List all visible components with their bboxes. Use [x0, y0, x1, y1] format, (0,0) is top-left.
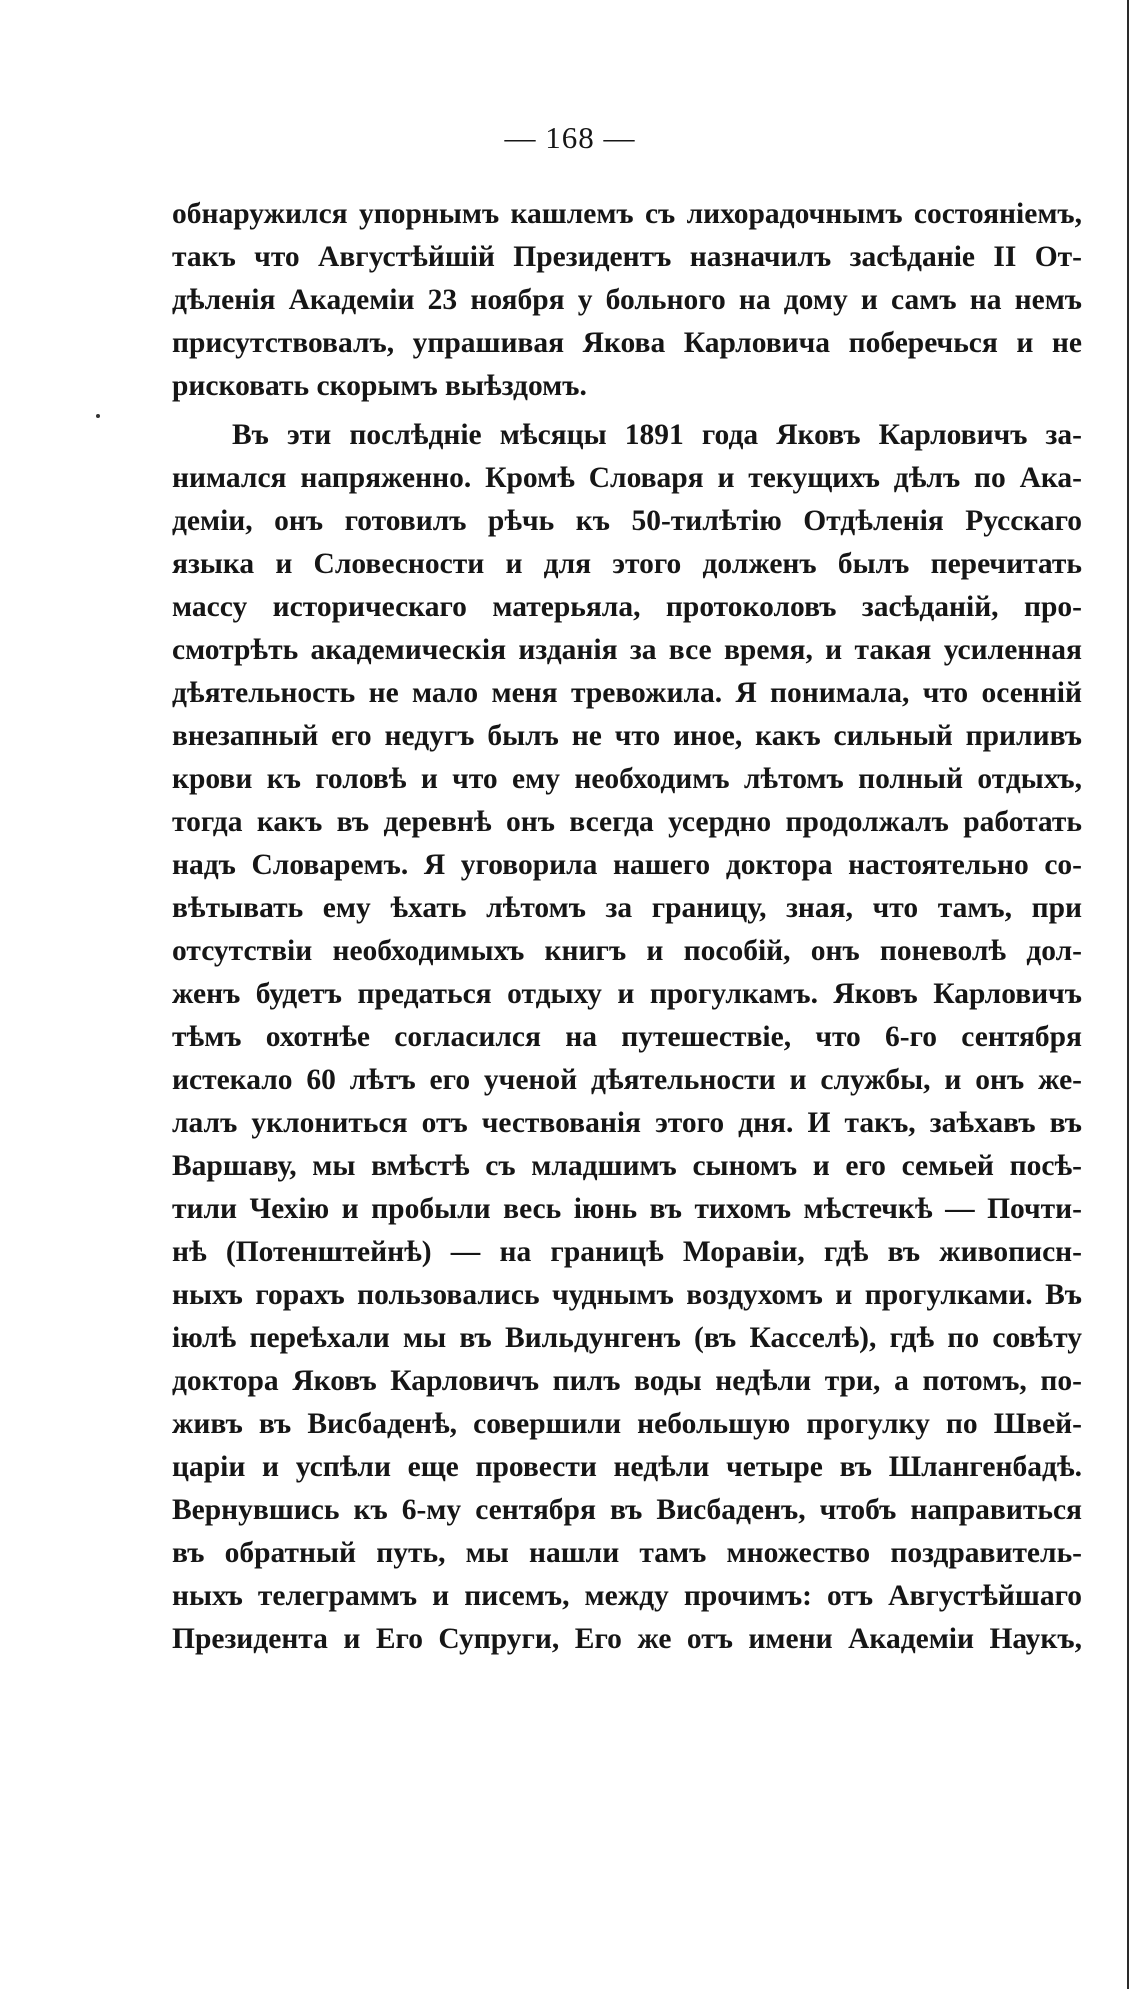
- paragraph-1: [172, 193, 1082, 408]
- page-edge-rule: [1127, 0, 1129, 1989]
- text-line: рисковать скорымъ выѣздомъ.: [172, 370, 587, 402]
- text-line: Въ эти послѣдніе мѣсяцы 1891 года Яковъ Карловичъ за-: [232, 419, 1082, 451]
- text-line: обнаружился упорнымъ кашлемъ съ лихорадочнымъ состояніемъ,: [172, 198, 1082, 230]
- text-line: внезапный его недугъ былъ не что иное, какъ сильный приливъ: [172, 720, 1082, 752]
- text-line: языка и Словесности и для этого долженъ былъ перечитать: [172, 548, 1082, 580]
- text-line: истекало 60 лѣтъ его ученой дѣятельности и службы, и онъ же-: [172, 1064, 1082, 1096]
- text-line: Варшаву, мы вмѣстѣ съ младшимъ сыномъ и его семьей посѣ-: [172, 1150, 1082, 1182]
- text-line: присутствовалъ, упрашивая Якова Карловича поберечься и не: [172, 327, 1082, 359]
- text-line: лалъ уклониться отъ чествованія этого дня. И такъ, заѣхавъ въ: [172, 1107, 1082, 1139]
- page-number: — 168 —: [504, 120, 636, 155]
- paragraph-2: [172, 414, 1082, 1661]
- text-line: дѣленія Академіи 23 ноября у больного на дому и самъ на немъ: [172, 284, 1082, 316]
- text-line: женъ будетъ предаться отдыху и прогулкамъ. Яковъ Карловичъ: [172, 978, 1082, 1010]
- text-line: вѣтывать ему ѣхать лѣтомъ за границу, зная, что тамъ, при: [172, 892, 1082, 924]
- text-line: нѣ (Потенштейнѣ) — на границѣ Моравіи, гдѣ въ живописн-: [172, 1236, 1082, 1268]
- text-line: Президента и Его Супруги, Его же отъ имени Академіи Наукъ,: [172, 1623, 1082, 1655]
- body-text: [172, 193, 1082, 1661]
- text-line: въ обратный путь, мы нашли тамъ множество поздравитель-: [172, 1537, 1082, 1569]
- text-line: деміи, онъ готовилъ рѣчь къ 50-тилѣтію Отдѣленія Русскаго: [172, 505, 1082, 537]
- text-line: Вернувшись къ 6-му сентября въ Висбаденъ, чтобъ направиться: [172, 1494, 1082, 1526]
- text-line: нимался напряженно. Кромѣ Словаря и текущихъ дѣлъ по Ака-: [172, 462, 1082, 494]
- text-line: ныхъ горахъ пользовались чуднымъ воздухомъ и прогулками. Въ: [172, 1279, 1082, 1311]
- text-line: царіи и успѣли еще провести недѣли четыре въ Шлангенбадѣ.: [172, 1451, 1082, 1483]
- stray-ink-mark: [96, 414, 100, 418]
- text-line: тогда какъ въ деревнѣ онъ всегда усердно продолжалъ работать: [172, 806, 1082, 838]
- text-line: смотрѣть академическія изданія за все время, и такая усиленная: [172, 634, 1082, 666]
- text-line: ныхъ телеграммъ и писемъ, между прочимъ: отъ Августѣйшаго: [172, 1580, 1082, 1612]
- text-line: такъ что Августѣйшій Президентъ назначилъ засѣданіе II От-: [172, 241, 1082, 273]
- text-line: живъ въ Висбаденѣ, совершили небольшую прогулку по Швей-: [172, 1408, 1082, 1440]
- text-line: массу историческаго матерьяла, протоколовъ засѣданій, про-: [172, 591, 1082, 623]
- text-line: тили Чехію и пробыли весь іюнь въ тихомъ мѣстечкѣ — Почти-: [172, 1193, 1082, 1225]
- text-line: отсутствіи необходимыхъ книгъ и пособій, онъ поневолѣ дол-: [172, 935, 1082, 967]
- text-line: надъ Словаремъ. Я уговорила нашего доктора настоятельно со-: [172, 849, 1082, 881]
- text-line: тѣмъ охотнѣе согласился на путешествіе, что 6-го сентября: [172, 1021, 1082, 1053]
- text-line: іюлѣ переѣхали мы въ Вильдунгенъ (въ Касселѣ), гдѣ по совѣту: [172, 1322, 1082, 1354]
- text-line: крови къ головѣ и что ему необходимъ лѣтомъ полный отдыхъ,: [172, 763, 1082, 795]
- text-line: доктора Яковъ Карловичъ пилъ воды недѣли три, а потомъ, по-: [172, 1365, 1082, 1397]
- text-line: дѣятельность не мало меня тревожила. Я понимала, что осенній: [172, 677, 1082, 709]
